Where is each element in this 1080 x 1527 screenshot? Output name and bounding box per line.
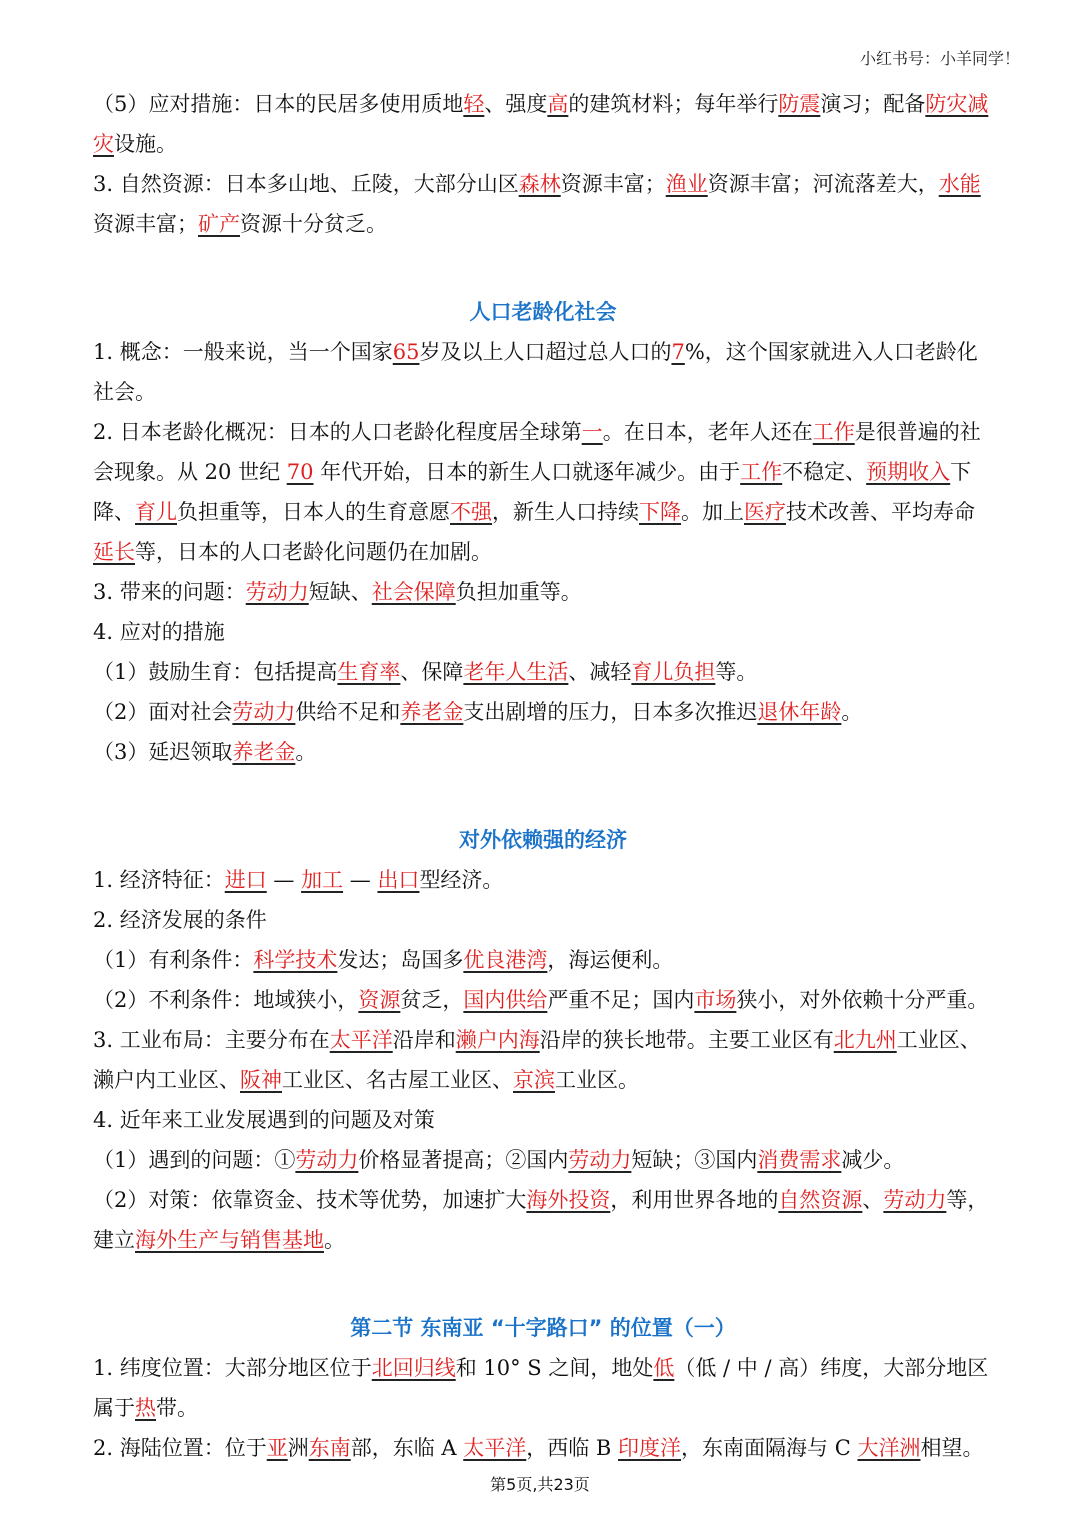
paragraph: 3. 工业布局：主要分布在太平洋沿岸和濑户内海沿岸的狭长地带。主要工业区有北九州工业区、濑户内工业区、阪神工业区、名古屋工业区、京滨工业区。 <box>93 1028 981 1092</box>
answer-key: 进口 <box>224 868 267 892</box>
answer-key: 海外生产与销售基地 <box>135 1228 324 1252</box>
answer-key: 社会保障 <box>371 580 456 604</box>
answer-key: 延长 <box>93 540 135 564</box>
answer-key: 防灾减灾 <box>93 92 989 156</box>
answer-key: 低 <box>653 1356 675 1380</box>
answer-key: 北九州 <box>833 1028 897 1052</box>
answer-key: 工作 <box>740 460 783 484</box>
answer-key: 70 <box>286 460 314 484</box>
page-number: 第5页,共23页 <box>490 1475 590 1494</box>
paragraph: 2. 日本老龄化概况：日本的人口老龄化程度居全球第一。在日本，老年人还在工作是很普遍的社会现象。从 20 世纪 70 年代开始，日本的新生人口就逐年减少。由于工作不稳定、预期收入下降、育儿负担重等，日本人的生育意愿不强，新生人口持续下降。加上医疗技术改善、平均寿命延长等，日本的人口老龄化问题仍在加剧。 <box>93 420 981 564</box>
answer-key: 育儿 <box>135 500 177 524</box>
answer-key: 自然资源 <box>778 1188 863 1212</box>
answer-key: 劳动力 <box>245 580 309 604</box>
answer-key: 热 <box>135 1396 156 1420</box>
answer-key: 阪神 <box>240 1068 282 1092</box>
answer-key: 劳动力 <box>295 1148 359 1172</box>
paragraph: （1）鼓励生育：包括提高生育率、保障老年人生活、减轻育儿负担等。 <box>93 660 758 684</box>
answer-key: 东南 <box>308 1436 351 1460</box>
answer-key: 京滨 <box>513 1068 555 1092</box>
answer-key: 矿产 <box>198 212 240 236</box>
answer-key: 资源 <box>358 988 401 1012</box>
paragraph: 2. 经济发展的条件 <box>93 908 267 932</box>
watermark-text: 小红书号：小羊同学！ <box>859 49 1020 68</box>
answer-key: 预期收入 <box>866 460 951 484</box>
section-heading: 对外依赖强的经济 <box>459 828 627 852</box>
answer-key: 医疗 <box>744 500 786 524</box>
document-body <box>93 84 993 1468</box>
answer-key: 海外投资 <box>526 1188 611 1212</box>
answer-key: 不强 <box>450 500 492 524</box>
answer-key: 森林 <box>518 172 561 196</box>
answer-key: 生育率 <box>337 660 401 684</box>
answer-key: 消费需求 <box>757 1148 842 1172</box>
answer-key: 国内供给 <box>463 988 548 1012</box>
answer-key: 养老金 <box>400 700 464 724</box>
answer-key: 水能 <box>938 172 981 196</box>
answer-key: 太平洋 <box>329 1028 393 1052</box>
paragraph: 1. 纬度位置：大部分地区位于北回归线和 10° S 之间，地处低（低 / 中 / 高）纬度，大部分地区属于热带。 <box>93 1356 989 1420</box>
paragraph: 1. 概念：一般来说，当一个国家65岁及以上人口超过总人口的7%，这个国家就进入人口老龄化社会。 <box>93 340 978 404</box>
answer-key: 7 <box>671 340 685 364</box>
answer-key: 轻 <box>463 92 485 116</box>
answer-key: 市场 <box>694 988 737 1012</box>
paragraph: （1）遇到的问题：①劳动力价格显著提高；②国内劳动力短缺；③国内消费需求减少。 <box>93 1148 905 1172</box>
paragraph: （5）应对措施：日本的民居多使用质地轻、强度高的建筑材料；每年举行防震演习；配备防灾减灾设施。 <box>93 92 989 156</box>
paragraph: （2）对策：依靠资金、技术等优势，加速扩大海外投资，利用世界各地的自然资源、劳动力等，建立海外生产与销售基地。 <box>93 1188 989 1252</box>
answer-key: 下降 <box>639 500 681 524</box>
answer-key: 大洋洲 <box>857 1436 921 1460</box>
answer-key: 劳动力 <box>883 1188 947 1212</box>
answer-key: 濑户内海 <box>455 1028 540 1052</box>
answer-key: 加工 <box>301 868 344 892</box>
answer-key: 育儿负担 <box>631 660 716 684</box>
answer-key: 印度洋 <box>618 1436 682 1460</box>
paragraph: 3. 自然资源：日本多山地、丘陵，大部分山区森林资源丰富；渔业资源丰富；河流落差大，水能资源丰富；矿产资源十分贫乏。 <box>93 172 981 236</box>
paragraph: 3. 带来的问题：劳动力短缺、社会保障负担加重等。 <box>93 580 582 604</box>
answer-key: 老年人生活 <box>463 660 569 684</box>
paragraph: （2）面对社会劳动力供给不足和养老金支出剧增的压力，日本多次推迟退休年龄。 <box>93 700 863 724</box>
answer-key: 优良港湾 <box>463 948 548 972</box>
paragraph: 4. 近年来工业发展遇到的问题及对策 <box>93 1108 435 1132</box>
answer-key: 养老金 <box>232 740 296 764</box>
answer-key: 劳动力 <box>232 700 296 724</box>
paragraph: （2）不利条件：地域狭小，资源贫乏，国内供给严重不足；国内市场狭小，对外依赖十分严重。 <box>93 988 989 1012</box>
answer-key: 亚 <box>266 1436 288 1460</box>
answer-key: 出口 <box>377 868 420 892</box>
section-heading: 人口老龄化社会 <box>469 300 617 324</box>
section-heading: 第二节 东南亚 “十字路口” 的位置（一） <box>350 1316 736 1340</box>
answer-key: 65 <box>392 340 420 364</box>
answer-key: 一 <box>581 420 603 444</box>
paragraph: 1. 经济特征：进口 — 加工 — 出口型经济。 <box>93 868 504 892</box>
answer-key: 劳动力 <box>568 1148 632 1172</box>
answer-key: 退休年龄 <box>757 700 842 724</box>
answer-key: 太平洋 <box>463 1436 527 1460</box>
paragraph: 2. 海陆位置：位于亚洲东南部，东临 A 太平洋，西临 B 印度洋，东南面隔海与 C 大洋洲相望。 <box>93 1436 984 1460</box>
answer-key: 科学技术 <box>253 948 338 972</box>
paragraph: （3）延迟领取养老金。 <box>93 740 317 764</box>
paragraph: 4. 应对的措施 <box>93 620 225 644</box>
answer-key: 高 <box>547 92 569 116</box>
answer-key: 防震 <box>778 92 821 116</box>
paragraph: （1）有利条件：科学技术发达；岛国多优良港湾，海运便利。 <box>93 948 674 972</box>
answer-key: 渔业 <box>665 172 708 196</box>
answer-key: 工作 <box>812 420 855 444</box>
answer-key: 北回归线 <box>371 1356 456 1380</box>
